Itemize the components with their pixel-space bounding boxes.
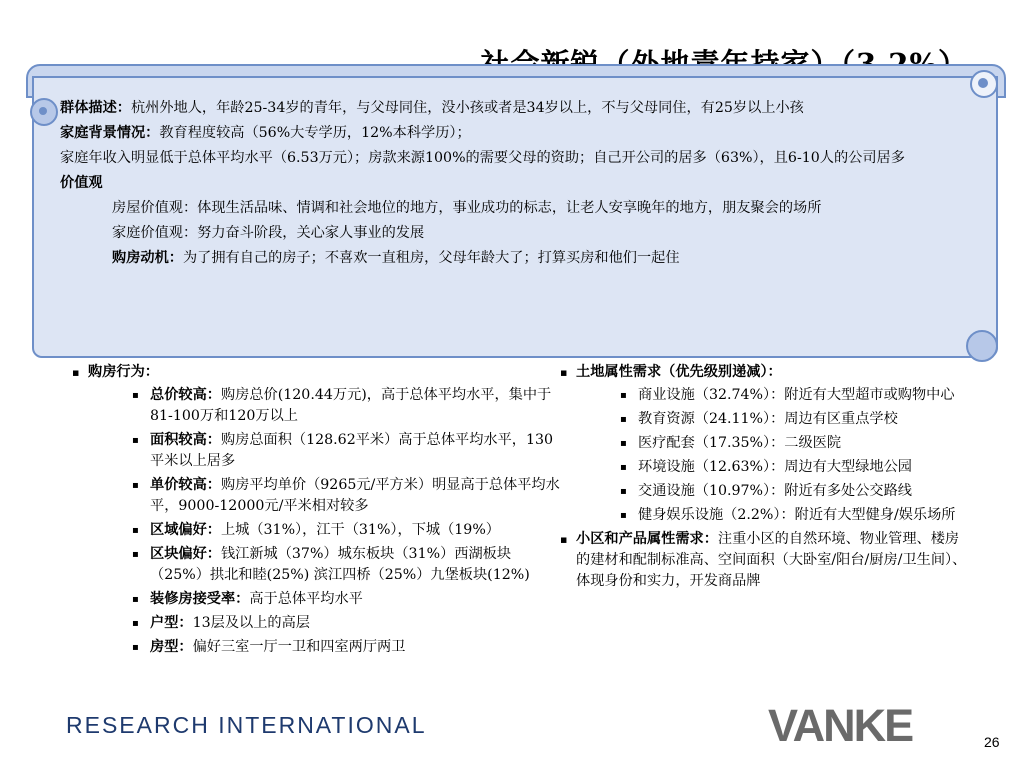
item-label: 区块偏好： xyxy=(150,546,221,562)
motive-text: 为了拥有自己的房子；不喜欢一直租房，父母年龄大了；打算买房和他们一起住 xyxy=(182,250,680,266)
group-profile-text xyxy=(60,98,970,273)
item-text: 购房总价(120.44万元)，高于总体平均水平，集中于81-100万和120万以上 xyxy=(150,387,552,424)
list-item: ▪ 环境设施（12.63%）：周边有大型绿地公园 xyxy=(618,457,970,478)
product-demand xyxy=(560,529,970,592)
item-label: 户型： xyxy=(150,615,193,631)
purchase-behavior-column xyxy=(72,362,562,661)
purchase-behavior-heading xyxy=(72,362,562,658)
family-values: 家庭价值观：努力奋斗阶段，关心家人事业的发展 xyxy=(112,225,425,241)
house-values: 房屋价值观：体现生活品味、情调和社会地位的地方，事业成功的标志，让老人安享晚年的地方，朋友聚会的场所 xyxy=(112,200,822,216)
family-text: 教育程度较高（56%大专学历，12%本科学历）； xyxy=(159,125,471,141)
list-item: ▪ 商业设施（32.74%）：附近有大型超市或购物中心 xyxy=(618,385,970,406)
family-label: 家庭背景情况： xyxy=(60,125,160,141)
item-text: 钱江新城（37%）城东板块（31%）西湖板块（25%）拱北和睦(25%) 滨江四桥（25%）九堡板块(12%) xyxy=(150,546,530,583)
land-demand-column xyxy=(560,362,970,594)
item-text: 上城（31%），江干（31%），下城（19%） xyxy=(220,522,500,538)
list-item xyxy=(130,520,562,541)
values-label: 价值观 xyxy=(60,175,103,191)
list-item xyxy=(130,430,562,472)
purchase-behavior-label: 购房行为： xyxy=(88,364,159,380)
land-demand-heading xyxy=(560,362,970,526)
page-number: 26 xyxy=(984,734,1000,750)
item-label: 房型： xyxy=(150,639,193,655)
purchase-motive xyxy=(60,248,970,269)
list-item xyxy=(130,613,562,634)
list-item xyxy=(130,475,562,517)
item-label: 面积较高： xyxy=(150,432,221,448)
list-item xyxy=(130,544,562,586)
list-item xyxy=(130,589,562,610)
product-label: 小区和产品属性需求： xyxy=(576,531,718,547)
list-item: ▪ 交通设施（10.97%）：附近有多处公交路线 xyxy=(618,481,970,502)
item-label: 单价较高： xyxy=(150,477,221,493)
product-text: 注重小区的自然环境、物业管理、楼房的建材和配制标准高、空间面积（大卧室/阳台/厨房/卫生间）、体现身份和实力，开发商品牌 xyxy=(576,531,967,589)
item-label: 区域偏好： xyxy=(150,522,221,538)
list-item xyxy=(130,385,562,427)
item-label: 总价较高： xyxy=(150,387,221,403)
group-label: 群体描述： xyxy=(60,100,131,116)
values-heading xyxy=(60,173,970,194)
group-description xyxy=(60,98,970,119)
item-text: 13层及以上的高层 xyxy=(192,615,310,631)
list-item: ▪ 医疗配套（17.35%）：二级医院 xyxy=(618,433,970,454)
item-text: 购房平均单价（9265元/平方米）明显高于总体平均水平，9000-12000元/平米相对较多 xyxy=(150,477,560,514)
item-label: 装修房接受率： xyxy=(150,591,250,607)
list-item: ▪ 教育资源（24.11%）：周边有区重点学校 xyxy=(618,409,970,430)
income-text: 家庭年收入明显低于总体平均水平（6.53万元）；房款来源100%的需要父母的资助；自己开公司的居多（63%），且6-10人的公司居多 xyxy=(60,150,905,166)
scroll-curl-bottom-decoration xyxy=(966,330,998,362)
item-text: 偏好三室一厅一卫和四室两厅两卫 xyxy=(192,639,406,655)
research-international-logo: RESEARCH INTERNATIONAL xyxy=(66,712,427,738)
vanke-logo: VANKE xyxy=(768,700,913,751)
motive-label: 购房动机： xyxy=(112,250,183,266)
family-background xyxy=(60,123,970,144)
item-text: 购房总面积（128.62平米）高于总体平均水平，130平米以上居多 xyxy=(150,432,554,469)
item-text: 高于总体平均水平 xyxy=(249,591,363,607)
scroll-curl-left-decoration xyxy=(30,98,58,126)
land-demand-label: 土地属性需求（优先级别递减）： xyxy=(576,364,782,380)
group-text: 杭州外地人，年龄25-34岁的青年，与父母同住，没小孩或者是34岁以上，不与父母同住，有25岁以上小孩 xyxy=(130,100,804,116)
scroll-curl-right-decoration xyxy=(970,70,998,98)
list-item xyxy=(130,637,562,658)
list-item: ▪ 健身娱乐设施（2.2%）：附近有大型健身/娱乐场所 xyxy=(618,505,970,526)
